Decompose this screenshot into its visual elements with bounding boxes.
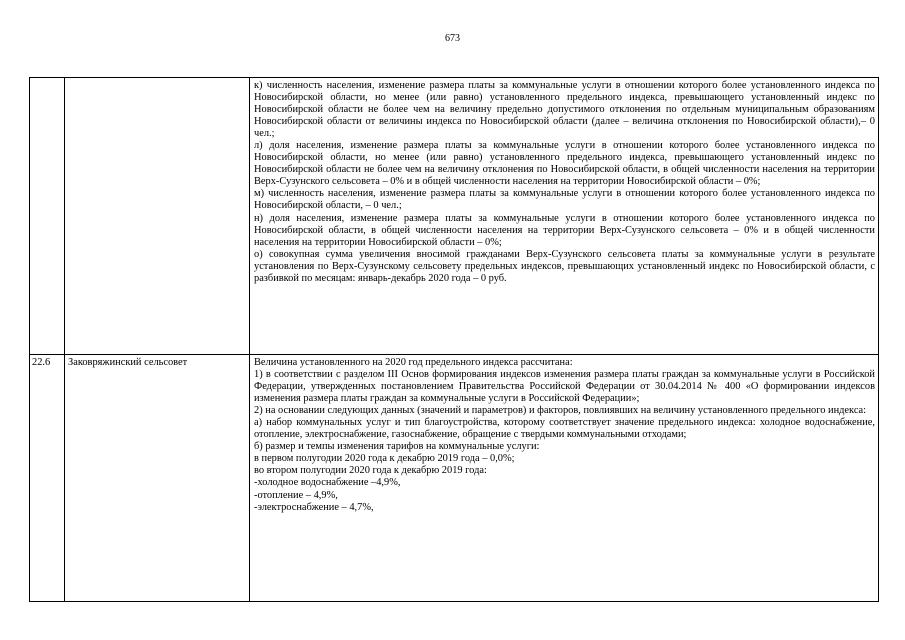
paragraph-a: а) набор коммунальных услуг и тип благоустройства, которому соответствует значение предельного индекса: холодное водоснабжение, отопление, электроснабжение, газоснабжение, обращение с твердыми коммунальными отходами;	[254, 417, 875, 441]
description-cell	[250, 78, 879, 355]
paragraph-heating: -отопление – 4,9%,	[254, 489, 338, 501]
table-row	[30, 78, 879, 355]
municipality-name-cell: Заковряжинский сельсовет	[65, 355, 250, 602]
page-number: 673	[445, 33, 460, 44]
paragraph-k: к) численность населения, изменение размера платы за коммунальные услуги в отношении которого более установленного индекса по Новосибирской области, но менее (или равно) установленного предельного индекса, превышающего установленный индекс по Новосибирской области не более чем на величину предельно допустимого отклонения по отдельным муниципальным образованиям Новосибирской области от величины индекса по Новосибирской области (далее – величина отклонения по Новосибирской области),– 0 чел.;	[254, 80, 875, 140]
municipality-name-cell	[65, 78, 250, 355]
paragraph-cold-water: -холодное водоснабжение –4,9%,	[254, 477, 401, 489]
paragraph-1: 1) в соответствии с разделом III Основ формирования индексов изменения размера платы граждан за коммунальные услуги в Российской Федерации, утвержденных постановлением Правительства Российской Федерации от 30.04.2014 № 400 «О формировании индексов изменения размера платы граждан за коммунальные услуги в Российской Федерации»;	[254, 369, 875, 405]
table-row	[30, 355, 879, 602]
paragraph-o: о) совокупная сумма увеличения вносимой гражданами Верх-Сузунского сельсовета платы за коммунальные услуги в результате установления по Верх-Сузунскому сельсовету предельных индексов, превышающих установленный индекс по Новосибирской области, с разбивкой по месяцам: январь-декабрь 2020 года – 0 руб.	[254, 248, 875, 284]
document-table	[29, 77, 879, 602]
paragraph-intro: Величина установленного на 2020 год предельного индекса рассчитана:	[254, 357, 573, 368]
paragraph-m: м) численность населения, изменение размера платы за коммунальные услуги в отношении которого более установленного индекса по Новосибирской области, – 0 чел.;	[254, 188, 875, 212]
paragraph-b: б) размер и темпы изменения тарифов на коммунальные услуги:	[254, 441, 540, 453]
paragraph-first-half: в первом полугодии 2020 года к декабрю 2019 года – 0,0%;	[254, 453, 515, 465]
row-number-cell: 22.6	[30, 355, 65, 602]
paragraph-second-half: во втором полугодии 2020 года к декабрю 2019 года:	[254, 465, 487, 477]
paragraph-electricity: -электроснабжение – 4,7%,	[254, 501, 374, 513]
description-cell	[250, 355, 879, 602]
paragraph-2: 2) на основании следующих данных (значений и параметров) и факторов, повлиявших на величину установленного предельного индекса:	[254, 405, 867, 417]
row-number-cell	[30, 78, 65, 355]
paragraph-n: н) доля населения, изменение размера платы за коммунальные услуги в отношении которого более установленного индекса по Новосибирской области, в общей численности населения на территории Верх-Сузунского сельсовета – 0% и в общей численности населения на территории Новосибирской области – 0%;	[254, 212, 875, 248]
paragraph-l: л) доля населения, изменение размера платы за коммунальные услуги в отношении которого более установленного индекса по Новосибирской области, но менее (или равно) установленного предельного индекса, превышающего установленный индекс по Новосибирской области не более чем на величину отклонения по Новосибирской области, в общей численности населения на территории Верх-Сузунского сельсовета – 0% и в общей численности населения на территории Новосибирской области – 0%;	[254, 140, 875, 188]
